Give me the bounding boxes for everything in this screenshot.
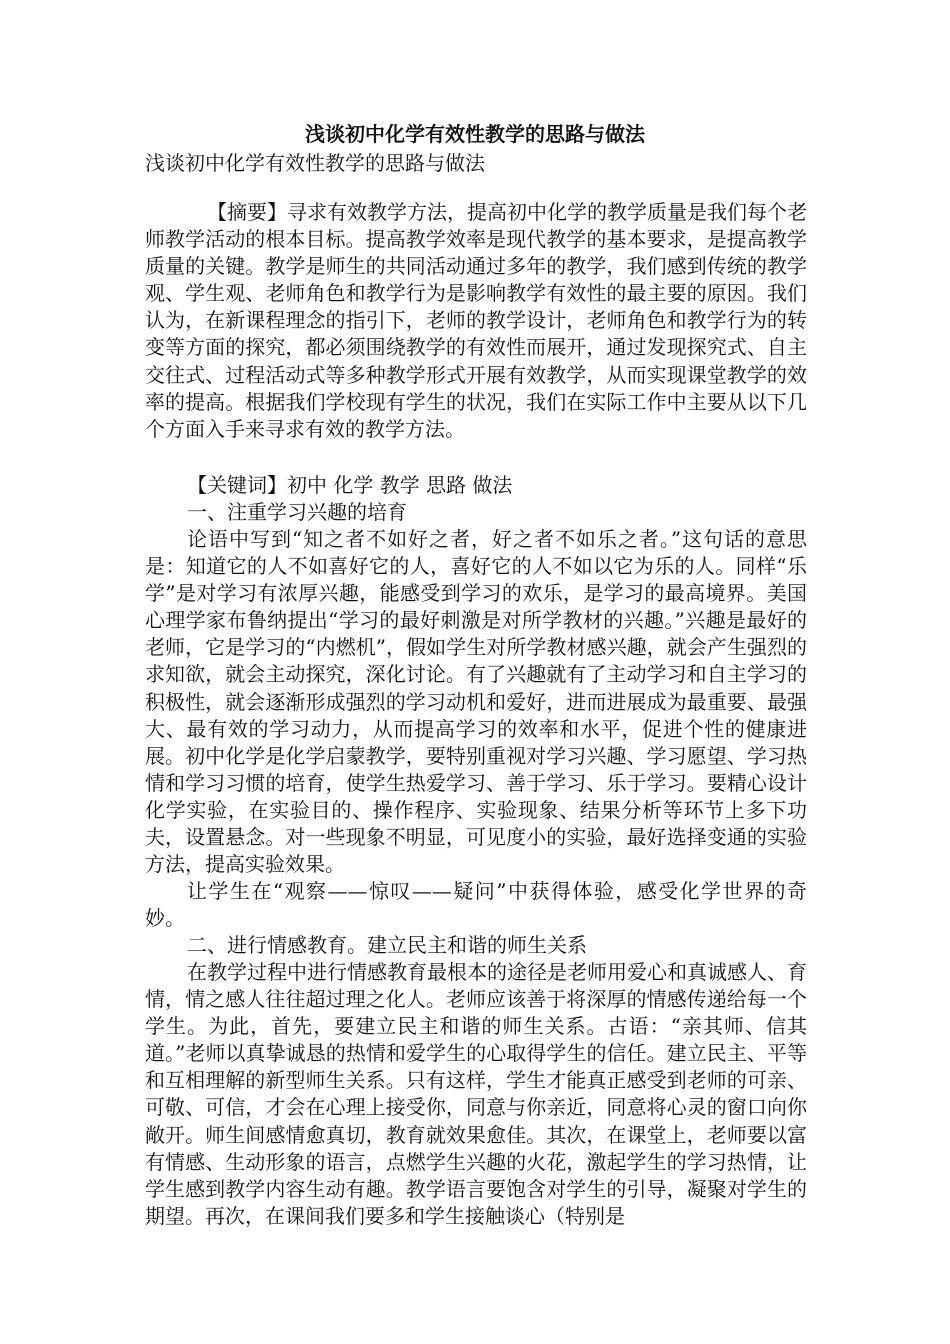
section1-paragraph-1: 论语中写到“知之者不如好之者，好之者不如乐之者。”这句话的意思是：知道它的人不如喜好它的人，喜好它的人不如以它为乐的人。同样“乐学”是对学习有浓厚兴趣，能感受到学习的欢乐，是学习的最高境界。美国心理学家布鲁纳提出“学习的最好刺激是对所学教材的兴趣。”兴趣是最好的老师，它是学习的“内燃机”，假如学生对所学教材感兴趣，就会产生强烈的求知欲，就会主动探究，深化讨论。有了兴趣就有了主动学习和自主学习的积极性，就会逐渐形成强烈的学习动机和爱好，进而进展成为最重要、最强大、最有效的学习动力，从而提高学习的效率和水平，促进个性的健康进展。初中化学是化学启蒙教学，要特别重视对学习兴趣、学习愿望、学习热情和学习习惯的培育，使学生热爱学习、善于学习、乐于学习。要精心设计化学实验，在实验目的、操作程序、实验现象、结果分析等环节上多下功夫，设置悬念。对一些现象不明显，可见度小的实验，最好选择变通的实验方法，提高实验效果。: [145, 527, 807, 877]
document-subtitle: 浅谈初中化学有效性教学的思路与做法: [145, 151, 485, 175]
section2-heading: 二、进行情感教育。建立民主和谐的师生关系: [187, 933, 587, 957]
keywords-line: 【关键词】初中 化学 教学 思路 做法: [187, 473, 513, 497]
section1-paragraph-2: 让学生在“观察——惊叹——疑问”中获得体验，感受化学世界的奇妙。: [145, 879, 807, 931]
document-title: 浅谈初中化学有效性教学的思路与做法: [305, 122, 645, 146]
section1-heading: 一、注重学习兴趣的培育: [187, 500, 407, 524]
section2-paragraph-1: 在教学过程中进行情感教育最根本的途径是老师用爱心和真诚感人、育情，情之感人往往超过理之化人。老师应该善于将深厚的情感传递给每一个学生。为此，首先，要建立民主和谐的师生关系。古语：“亲其师、信其道。”老师以真挚诚恳的热情和爱学生的心取得学生的信任。建立民主、平等和互相理解的新型师生关系。只有这样，学生才能真正感受到老师的可亲、可敬、可信，才会在心理上接受你，同意与你亲近，同意将心灵的窗口向你敞开。师生间感情愈真切，教育就效果愈佳。其次，在课堂上，老师要以富有情感、生动形象的语言，点燃学生兴趣的火花，激起学生的学习热情，让学生感到教学内容生动有趣。教学语言要饱含对学生的引导，凝聚对学生的期望。再次，在课间我们要多和学生接触谈心（特别是: [145, 960, 807, 1228]
abstract-paragraph: 【摘要】寻求有效教学方法，提高初中化学的教学质量是我们每个老师教学活动的根本目标。提高教学效率是现代教学的基本要求，是提高教学质量的关键。教学是师生的共同活动通过多年的教学，我们感到传统的教学观、学生观、老师角色和教学行为是影响教学有效性的最主要的原因。我们认为，在新课程理念的指引下，老师的教学设计，老师角色和教学行为的转变等方面的探究，都必须围绕教学的有效性而展开，通过发现探究式、自主交往式、过程活动式等多种教学形式开展有效教学，从而实现课堂教学的效率的提高。根据我们学校现有学生的状况，我们在实际工作中主要从以下几个方面入手来寻求有效的教学方法。: [145, 200, 807, 441]
